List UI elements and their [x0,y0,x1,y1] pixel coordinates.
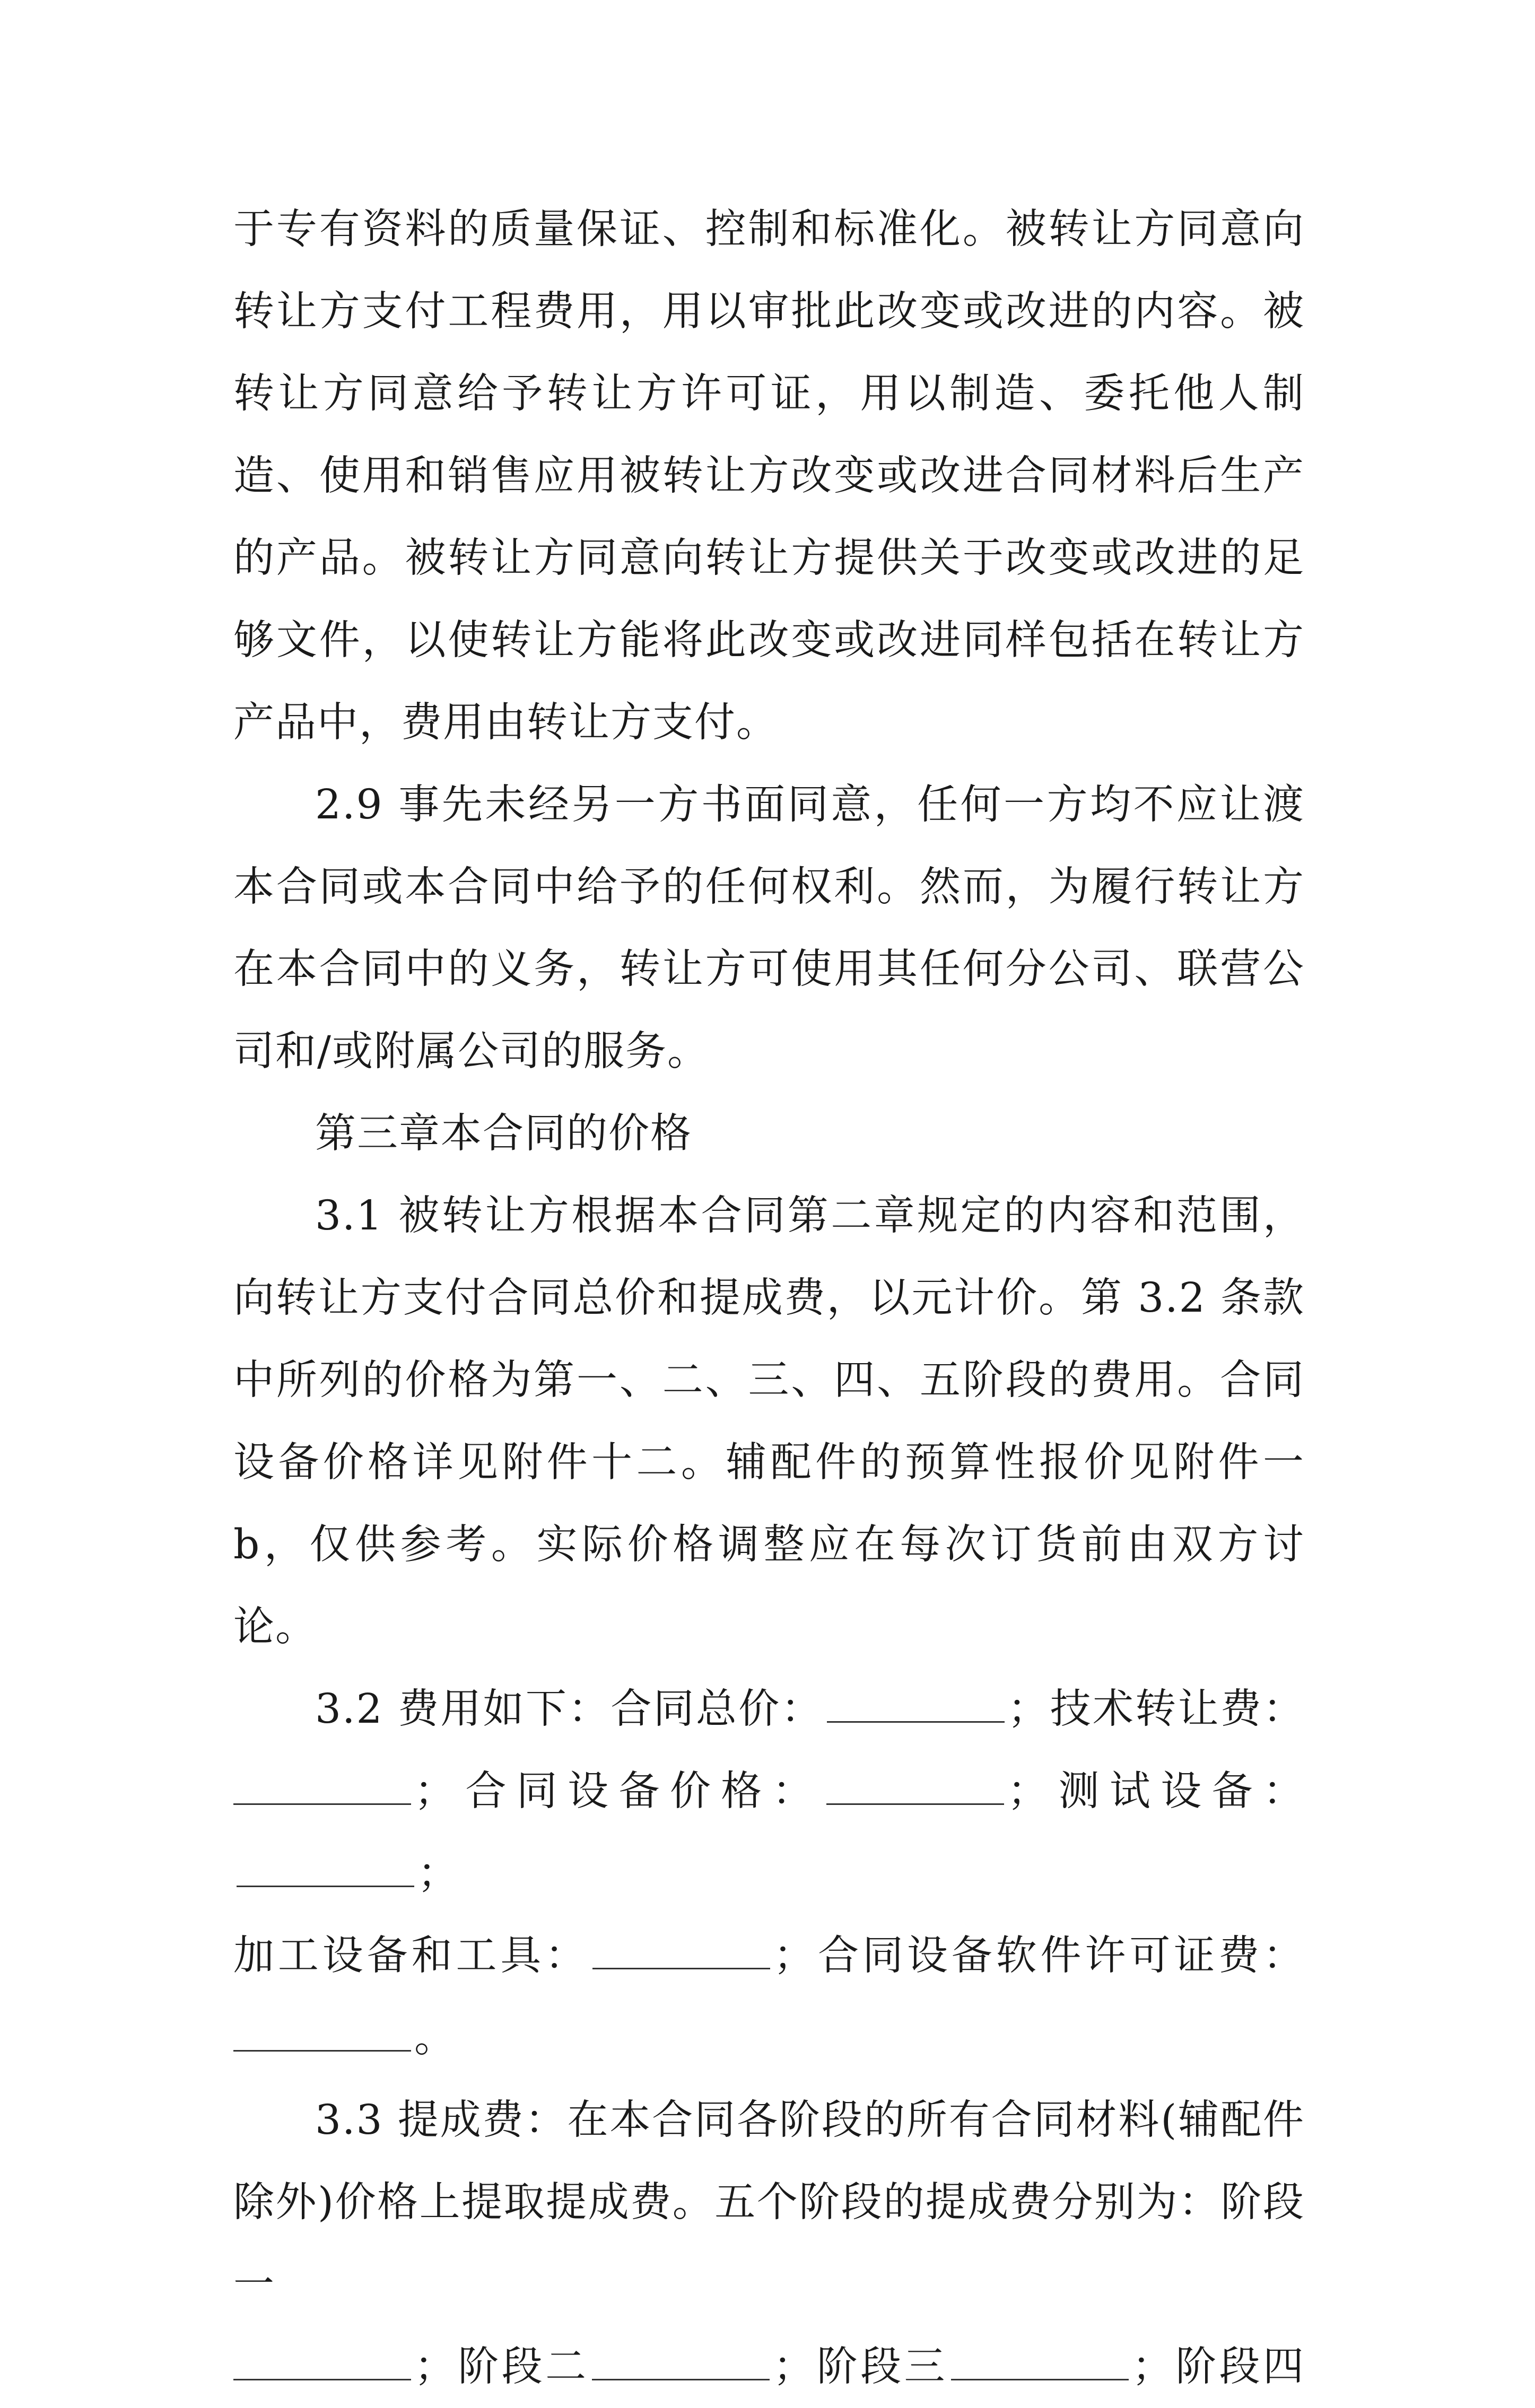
stage-2-label: ；阶段二 [414,2343,589,2390]
paragraph-3-2-line1 [233,1668,1305,1750]
fee-intro-label: 3.2 费用如下：合同总价： [315,1686,824,1733]
document-body [233,188,1305,2408]
software-license-label: ；合同设备软件许可证费： [773,1932,1305,1979]
test-equipment-blank [237,1848,414,1887]
test-equipment-label: ；测试设备： [1007,1768,1305,1815]
total-price-blank [827,1684,1005,1723]
software-license-blank [233,2013,411,2052]
stage-3-label: ；阶段三 [773,2343,948,2390]
royalty-intro: 3.3 提成费：在本合同各阶段的所有合同材料(辅配件除外)价格上提取提成费。五个阶段的提成费分别为：阶段一 [233,2097,1305,2308]
paragraph-3-2-line3 [233,1915,1305,1997]
tech-transfer-label: ；技术转让费： [1007,1686,1305,1733]
paragraph-engineering-fees: 于专有资料的质量保证、控制和标准化。被转让方同意向转让方支付工程费用，用以审批此改变或改进的内容。被转让方同意给予转让方许可证，用以制造、委托他人制造、使用和销售应用被转让方改变或改进合同材料后生产的产品。被转让方同意向转让方提供关于改变或改进的足够文件，以使转让方能将此改变或改进同样包括在转让方产品中，费用由转让方支付。 [233,206,1305,746]
semicolon-text: ； [417,1850,459,1897]
paragraph-2-9: 2.9 事先未经另一方书面同意，任何一方均不应让渡本合同或本合同中给予的任何权利。然而，为履行转让方在本合同中的义务，转让方可使用其任何分公司、联营公司和/或附属公司的服务。 [233,781,1305,1075]
period-text: 。 [414,2014,456,2062]
paragraph-3-1: 3.1 被转让方根据本合同第二章规定的内容和范围，向转让方支付合同总价和提成费，以元计价。第 3.2 条款中所列的价格为第一、二、三、四、五阶段的费用。合同设备价格详见附件十二。辅配件的预算性报价见附件一 b，仅供参考。实际价格调整应在每次订货前由双方讨论。 [233,1192,1305,1651]
stage-3-blank [951,2342,1129,2380]
stage-4-label: ；阶段四 [1131,2343,1305,2390]
stage-2-blank [592,2342,770,2380]
paragraph-3-3 [233,2079,1305,2326]
paragraph-3-2-line4 [233,1997,1305,2079]
processing-equipment-label: 加工设备和工具： [233,1932,590,1979]
stage-1-blank [233,2342,411,2380]
paragraph-3-3-stages [233,2326,1305,2408]
chapter-3-heading: 第三章本合同的价格 [315,1110,692,1157]
paragraph-3-2-line2 [233,1750,1305,1915]
equipment-price-label: ；合同设备价格： [414,1768,824,1815]
processing-equipment-blank [592,1931,770,1969]
tech-transfer-blank [233,1766,411,1805]
equipment-price-blank [826,1766,1004,1805]
